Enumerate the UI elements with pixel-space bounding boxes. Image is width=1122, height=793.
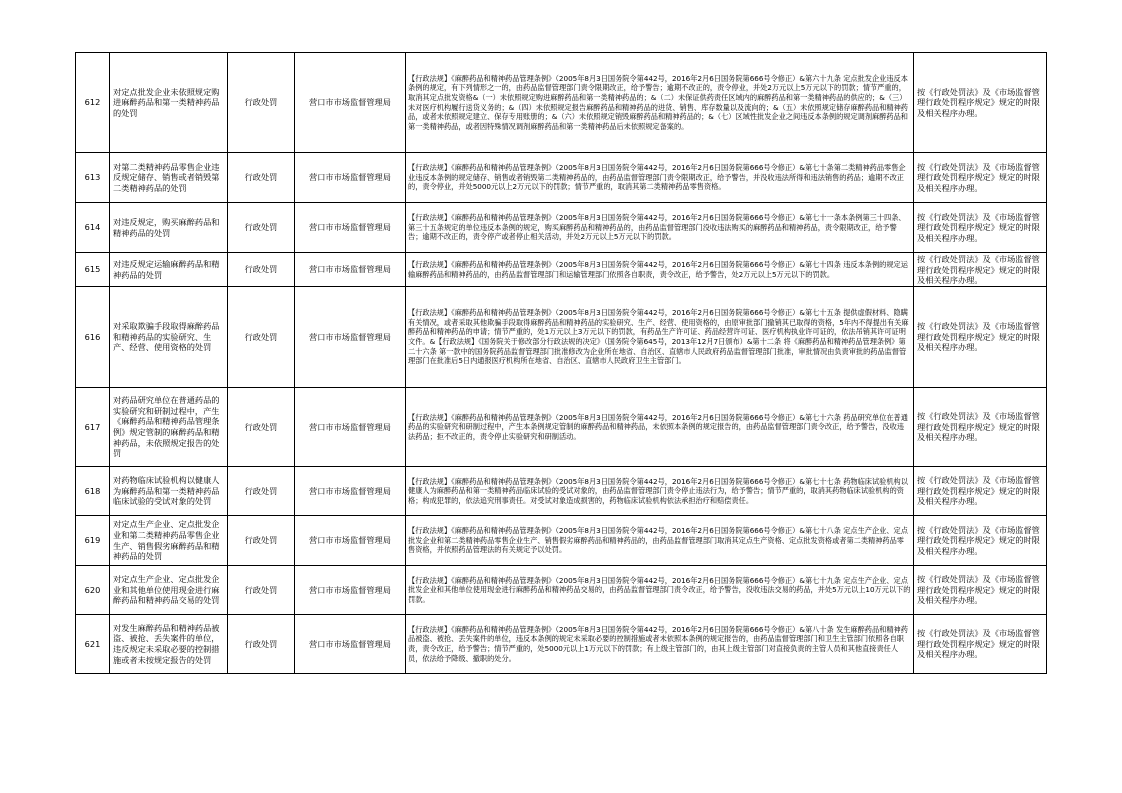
item-name-cell	[110, 566, 228, 615]
department-cell	[295, 516, 406, 566]
department-text: 营口市市场监督管理局	[309, 97, 391, 108]
item-name-cell	[110, 203, 228, 253]
department-text: 营口市市场监督管理局	[309, 331, 391, 342]
row-number-cell	[76, 287, 110, 388]
procedure-text: 按《行政处罚法》及《市场监督管理行政处罚程序规定》规定的时限及相关程序办理。	[917, 211, 1040, 243]
department-cell	[295, 203, 406, 253]
legal-basis-cell	[406, 203, 914, 253]
procedure-cell	[914, 615, 1047, 674]
item-type-cell	[228, 53, 295, 153]
item-type-text: 行政处罚	[244, 485, 278, 496]
procedure-cell	[914, 566, 1047, 615]
item-name-text: 对药品研究单位在普通药品的实验研究和研制过程中，产生《麻醉药品和精神药品管理条例》规定管制的麻醉药品和精神药品，未依照规定报告的处罚	[113, 395, 220, 459]
row-number-cell	[76, 467, 110, 516]
row-number-cell	[76, 516, 110, 566]
legal-basis-cell	[406, 566, 914, 615]
row-number-cell	[76, 203, 110, 253]
department-cell	[295, 467, 406, 516]
item-name-cell	[110, 253, 228, 287]
item-name-cell	[110, 388, 228, 467]
legal-basis-text: 【行政法规】《麻醉药品和精神药品管理条例》（2005年8月3日国务院令第442号，2016年2月6日国务院第666号令修正）&第七十一条本条例第三十四条、第三十五条规定的单位违反本条例的规定，购买麻醉药品和精神药品的，由药品监督管理部门没收违法购买的麻醉药品和精神药品，责令限期改正，给予警告；逾期不改正的，责令停产或者停止相关活动，并处2万元以上5万元以下的罚款。	[408, 213, 906, 242]
department-cell	[295, 287, 406, 388]
row-number-text: 618	[84, 485, 101, 496]
procedure-text: 按《行政处罚法》及《市场监督管理行政处罚程序规定》规定的时限及相关程序办理。	[917, 628, 1040, 660]
procedure-cell	[914, 153, 1047, 203]
item-type-text: 行政处罚	[244, 97, 278, 108]
procedure-text: 按《行政处罚法》及《市场监督管理行政处罚程序规定》规定的时限及相关程序办理。	[917, 254, 1040, 285]
legal-basis-text: 【行政法规】《麻醉药品和精神药品管理条例》（2005年8月3日国务院令第442号，2016年2月6日国务院第666号令修正）&第七十六条 药品研究单位在普通药品的实验研究和研制过程中，产生本条例规定管制的麻醉药品和精神药品，未依照本条例的规定报告的，由药品监督管理部门责令改正，给予警告，没收违法药品；拒不改正的，责令停止实验研究和研制活动。	[408, 412, 908, 441]
item-name-text: 对违反规定运输麻醉药品和精神药品的处罚	[113, 258, 220, 280]
item-type-text: 行政处罚	[244, 331, 278, 342]
row-number-text: 613	[84, 172, 101, 183]
procedure-cell	[914, 253, 1047, 287]
item-name-text: 对采取欺骗手段取得麻醉药品和精神药品的实验研究、生产、经营、使用资格的处罚	[113, 321, 220, 353]
procedure-cell	[914, 53, 1047, 153]
table-body	[76, 53, 1047, 674]
legal-basis-cell	[406, 615, 914, 674]
procedure-cell	[914, 203, 1047, 253]
legal-basis-cell	[406, 287, 914, 388]
table-row	[76, 203, 1047, 253]
procedure-text: 按《行政处罚法》及《市场监督管理行政处罚程序规定》规定的时限及相关程序办理。	[917, 475, 1040, 507]
item-type-text: 行政处罚	[244, 264, 278, 275]
row-number-text: 612	[84, 97, 101, 108]
legal-basis-text: 【行政法规】《麻醉药品和精神药品管理条例》（2005年8月3日国务院令第442号，2016年2月6日国务院第666号令修正）&第七十九条 定点生产企业、定点批发企业和其他单位使用现金进行麻醉药品和精神药品交易的，由药品监督管理部门责令改正，给予警告，没收违法交易的药品，并处5万元以上10万元以下的罚款。	[408, 575, 911, 604]
item-type-text: 行政处罚	[244, 535, 278, 546]
department-text: 营口市市场监督管理局	[309, 421, 391, 432]
legal-basis-cell	[406, 467, 914, 516]
procedure-cell	[914, 388, 1047, 467]
procedure-text: 按《行政处罚法》及《市场监督管理行政处罚程序规定》规定的时限及相关程序办理。	[917, 574, 1040, 606]
department-text: 营口市市场监督管理局	[309, 485, 391, 496]
enforcement-table	[75, 52, 1047, 674]
item-type-cell	[228, 153, 295, 203]
legal-basis-text: 【行政法规】《麻醉药品和精神药品管理条例》（2005年8月3日国务院令第442号，2016年2月6日国务院第666号令修正）&第七十八条 定点生产企业、定点批发企业和第二类精神药品零售企业生产、销售假劣麻醉药品和精神药品的，由药品监督管理部门取消其定点生产资格、定点批发资格或者第二类精神药品零售资格，并依照药品管理法的有关规定予以处罚。	[408, 526, 908, 555]
item-type-text: 行政处罚	[244, 222, 278, 233]
row-number-text: 614	[84, 222, 101, 233]
department-text: 营口市市场监督管理局	[309, 584, 391, 595]
department-text: 营口市市场监督管理局	[309, 172, 391, 183]
item-type-cell	[228, 615, 295, 674]
item-type-cell	[228, 203, 295, 253]
procedure-cell	[914, 287, 1047, 388]
table-row	[76, 615, 1047, 674]
row-number-text: 615	[84, 264, 101, 275]
item-name-cell	[110, 53, 228, 153]
item-type-text: 行政处罚	[244, 584, 278, 595]
item-name-text: 对违反规定，购买麻醉药品和精神药品的处罚	[113, 216, 220, 238]
legal-basis-text: 【行政法规】《麻醉药品和精神药品管理条例》（2005年8月3日国务院令第442号，2016年2月6日国务院第666号令修正）&第七十条第二类精神药品零售企业违反本条例的规定储存、销售或者销毁第二类精神药品的，由药品监督管理部门责令限期改正，给予警告，并没收违法所得和违法销售的药品；逾期不改正的，责令停业，并处5000元以上2万元以下的罚款；情节严重的，取消其第二类精神药品零售资格。	[408, 163, 906, 192]
row-number-cell	[76, 53, 110, 153]
procedure-text: 按《行政处罚法》及《市场监督管理行政处罚程序规定》规定的时限及相关程序办理。	[917, 86, 1040, 118]
table-row	[76, 467, 1047, 516]
department-text: 营口市市场监督管理局	[309, 264, 391, 275]
row-number-text: 616	[84, 331, 101, 342]
item-type-cell	[228, 467, 295, 516]
department-cell	[295, 615, 406, 674]
department-cell	[295, 153, 406, 203]
table-row	[76, 153, 1047, 203]
legal-basis-text: 【行政法规】《麻醉药品和精神药品管理条例》（2005年8月3日国务院令第442号，2016年2月6日国务院第666号令修正）&第七十四条 违反本条例的规定运输麻醉药品和精神药品的，由药品监督管理部门和运输管理部门依照各自职责，责令改正，给予警告，处2万元以上5万元以下的罚款。	[408, 259, 908, 279]
item-type-cell	[228, 253, 295, 287]
row-number-cell	[76, 566, 110, 615]
procedure-cell	[914, 467, 1047, 516]
item-name-text: 对定点生产企业、定点批发企业和第二类精神药品零售企业生产、销售假劣麻醉药品和精神药品的处罚	[113, 519, 220, 562]
table-row	[76, 253, 1047, 287]
table-row	[76, 516, 1047, 566]
row-number-text: 621	[84, 638, 101, 649]
item-type-cell	[228, 287, 295, 388]
item-type-cell	[228, 516, 295, 566]
procedure-text: 按《行政处罚法》及《市场监督管理行政处罚程序规定》规定的时限及相关程序办理。	[917, 321, 1040, 353]
item-name-text: 对第二类精神药品零售企业违反规定储存、销售或者销毁第二类精神药品的处罚	[113, 161, 220, 193]
item-name-cell	[110, 153, 228, 203]
legal-basis-text: 【行政法规】《麻醉药品和精神药品管理条例》（2005年8月3日国务院令第442号，2016年2月6日国务院第666号令修正）&第六十九条 定点批发企业违反本条例的规定，有下列情形之一的，由药品监督管理部门责令限期改正，给予警告；逾期不改正的，责令停业，并处2万元以上5万元以下的罚款；情节严重的，取消其定点批发资格&（一）未依照规定购进麻醉药品和第一类精神药品的；&（二）未保证供药责任区域内的麻醉药品和第一类精神药品的供应的；&（三）未对医疗机构履行送货义务的；&（四）未依照规定报告麻醉药品和精神药品的进货、销售、库存数量以及流向的；&（五）未依照规定储存麻醉药品和精神药品，或者未依照规定建立、保存专用账册的；&（六）未依照规定销毁麻醉药品和精神药品的；&（七）区域性批发企业之间违反本条例的规定调剂麻醉药品和第一类精神药品，或者因特殊情况调剂麻醉药品和第一类精神药品后未依照规定备案的。	[408, 73, 908, 131]
legal-basis-text: 【行政法规】《麻醉药品和精神药品管理条例》（2005年8月3日国务院令第442号，2016年2月6日国务院第666号令修正）&第八十条 发生麻醉药品和精神药品被盗、被抢、丢失案件的单位，违反本条例的规定未采取必要的控制措施或者未依照本条例的规定报告的，由药品监督管理部门和卫生主管部门依照各自职责，责令改正，给予警告；情节严重的，处5000元以上1万元以下的罚款；有上级主管部门的，由其上级主管部门对直接负责的主管人员和其他直接责任人员，依法给予降级、撤职的处分。	[408, 624, 908, 663]
legal-basis-cell	[406, 153, 914, 203]
table-row	[76, 287, 1047, 388]
item-name-text: 对定点生产企业、定点批发企业和其他单位使用现金进行麻醉药品和精神药品交易的处罚	[113, 574, 220, 606]
department-text: 营口市市场监督管理局	[309, 638, 391, 649]
table-row	[76, 566, 1047, 615]
procedure-text: 按《行政处罚法》及《市场监督管理行政处罚程序规定》规定的时限及相关程序办理。	[917, 411, 1040, 443]
row-number-text: 619	[84, 535, 101, 546]
item-name-cell	[110, 467, 228, 516]
row-number-text: 620	[84, 584, 101, 595]
item-name-text: 对药物临床试验机构以健康人为麻醉药品和第一类精神药品临床试验的受试对象的处罚	[113, 475, 220, 507]
department-cell	[295, 253, 406, 287]
legal-basis-cell	[406, 388, 914, 467]
department-cell	[295, 388, 406, 467]
legal-basis-cell	[406, 516, 914, 566]
department-cell	[295, 566, 406, 615]
procedure-text: 按《行政处罚法》及《市场监督管理行政处罚程序规定》规定的时限及相关程序办理。	[917, 524, 1040, 556]
legal-basis-text: 【行政法规】《麻醉药品和精神药品管理条例》（2005年8月3日国务院令第442号，2016年2月6日国务院第666号令修正）&第七十七条 药物临床试验机构以健康人为麻醉药品和第一类精神药品临床试验的受试对象的，由药品监督管理部门责令停止违法行为，给予警告；情节严重的，取消其药物临床试验机构的资格；构成犯罪的，依法追究刑事责任。对受试对象造成损害的，药物临床试验机构依法承担治疗和赔偿责任。	[408, 476, 908, 505]
item-type-cell	[228, 388, 295, 467]
row-number-text: 617	[84, 421, 101, 432]
item-name-cell	[110, 287, 228, 388]
item-type-cell	[228, 566, 295, 615]
legal-basis-cell	[406, 53, 914, 153]
item-type-text: 行政处罚	[244, 638, 278, 649]
item-name-cell	[110, 516, 228, 566]
row-number-cell	[76, 253, 110, 287]
legal-basis-cell	[406, 253, 914, 287]
row-number-cell	[76, 615, 110, 674]
department-cell	[295, 53, 406, 153]
item-name-cell	[110, 615, 228, 674]
item-type-text: 行政处罚	[244, 421, 278, 432]
item-name-text: 对发生麻醉药品和精神药品被盗、被抢、丢失案件的单位，违反规定未采取必要的控制措施或者未按规定报告的处罚	[113, 622, 220, 665]
item-type-text: 行政处罚	[244, 172, 278, 183]
table-row	[76, 53, 1047, 153]
procedure-cell	[914, 516, 1047, 566]
department-text: 营口市市场监督管理局	[309, 535, 391, 546]
department-text: 营口市市场监督管理局	[309, 222, 391, 233]
legal-basis-text: 【行政法规】《麻醉药品和精神药品管理条例》（2005年8月3日国务院令第442号，2016年2月6日国务院第666号令修正）&第七十五条 提供虚假材料、隐瞒有关情况，或者采取其他欺骗手段取得麻醉药品和精神药品的实验研究、生产、经营、使用资格的，由原审批部门撤销其已取得的资格，5年内不得提出有关麻醉药品和精神药品的申请；情节严重的，处1万元以上3万元以下的罚款，有药品生产许可证、药品经营许可证、医疗机构执业许可证的，依法吊销其许可证明文件。&【行政法规】《国务院关于修改部分行政法规的决定》（国务院令第645号，2013年12月7日颁布）&第十二条 将《麻醉药品和精神药品管理条例》第二十六条 第一款中的国务院药品监督管理部门批准修改为企业所在地省、自治区、直辖市人民政府药品监督管理部门批准，审批情况由负责审批的药品监督管理部门在批准后5日内通报医疗机构所在地省、自治区、直辖市人民政府卫生主管部门。	[408, 308, 909, 366]
procedure-text: 按《行政处罚法》及《市场监督管理行政处罚程序规定》规定的时限及相关程序办理。	[917, 161, 1040, 193]
table-row	[76, 388, 1047, 467]
item-name-text: 对定点批发企业未依照规定购进麻醉药品和第一类精神药品的处罚	[113, 86, 220, 118]
row-number-cell	[76, 153, 110, 203]
row-number-cell	[76, 388, 110, 467]
